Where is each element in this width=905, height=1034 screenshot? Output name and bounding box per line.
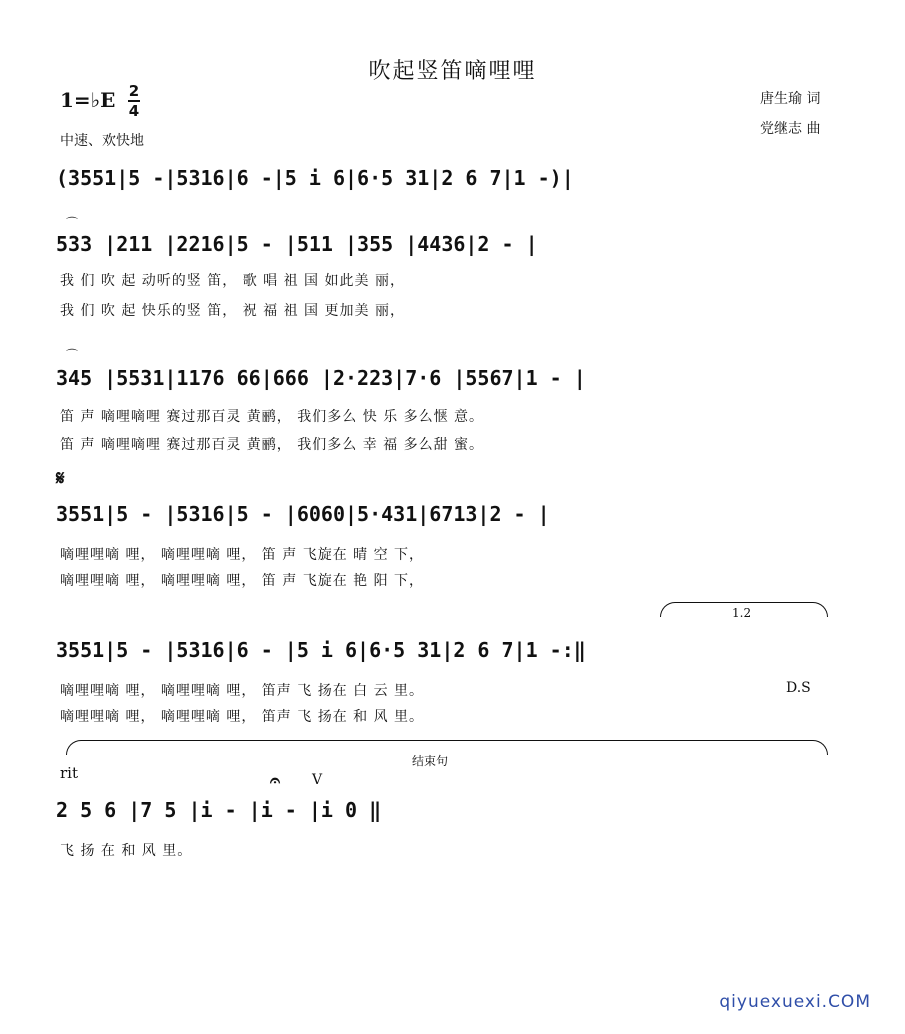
notation-line-2: 533 |211 |2216|5 - |511 |355 |4436|2 - | bbox=[56, 232, 538, 256]
lyric-line-5-verse-2: 嘀哩哩嘀 哩， 嘀哩哩嘀 哩， 笛声 飞 扬在 和 风 里。 bbox=[60, 709, 425, 725]
time-signature bbox=[128, 82, 140, 120]
fermata-sign: 𝄐 bbox=[270, 770, 281, 791]
meter-top: 2 bbox=[128, 82, 140, 100]
lyric-line-3-verse-1: 笛 声 嘀哩嘀哩 赛过那百灵 黄鹂， 我们多么 快 乐 多么惬 意。 bbox=[60, 409, 485, 425]
breath-mark: V bbox=[312, 772, 323, 788]
notation-line-3: 345 |5531|1176 66|666 |2·223|7·6 |5567|1 - | bbox=[56, 366, 586, 390]
lyric-line-5-verse-1: 嘀哩哩嘀 哩， 嘀哩哩嘀 哩， 笛声 飞 扬在 白 云 里。 bbox=[60, 683, 425, 699]
song-title: 吹起竖笛嘀哩哩 bbox=[368, 59, 537, 84]
tempo-marking: 中速、欢快地 bbox=[60, 133, 144, 149]
lyricist-credit: 唐生瑜 词 bbox=[760, 91, 821, 107]
segno-sign: 𝄋 bbox=[56, 466, 65, 490]
lyric-line-4-verse-1: 嘀哩哩嘀 哩， 嘀哩哩嘀 哩， 笛 声 飞旋在 晴 空 下， bbox=[60, 547, 425, 563]
site-watermark: qiyuexuexi.COM bbox=[719, 992, 871, 1012]
notation-line-5: 3551|5 - |5316|6 - |5 i 6|6·5 31|2 6 7|1 -:‖ bbox=[56, 638, 586, 662]
notation-line-6: 2 5 6 |7 5 |i - |i - |i 0 ‖ bbox=[56, 798, 382, 822]
lyric-line-4-verse-2: 嘀哩哩嘀 哩， 嘀哩哩嘀 哩， 笛 声 飞旋在 艳 阳 下， bbox=[60, 573, 425, 589]
lyric-line-3-verse-2: 笛 声 嘀哩嘀哩 赛过那百灵 黄鹂， 我们多么 幸 福 多么甜 蜜。 bbox=[60, 437, 485, 453]
volta-label: 1.2 bbox=[732, 606, 752, 620]
ending-label: 结束句 bbox=[412, 754, 449, 768]
notation-line-1: (3551|5 -|5316|6 -|5 i 6|6·5 31|2 6 7|1 -)| bbox=[56, 166, 574, 190]
slur-mark: ⌒ bbox=[66, 348, 79, 362]
meter-bottom: 4 bbox=[128, 102, 140, 120]
ds-marking: D.S bbox=[786, 680, 811, 696]
rit-marking: rit bbox=[60, 764, 78, 782]
lyric-line-6-verse-1: 飞 扬 在 和 风 里。 bbox=[60, 843, 193, 859]
key-signature: 1=♭E bbox=[60, 88, 116, 112]
composer-credit: 党继志 曲 bbox=[760, 121, 821, 137]
notation-line-4: 3551|5 - |5316|5 - |6060|5·431|6713|2 - | bbox=[56, 502, 550, 526]
lyric-line-2-verse-2: 我 们 吹 起 快乐的竖 笛， 祝 福 祖 国 更加美 丽， bbox=[60, 303, 405, 319]
lyric-line-2-verse-1: 我 们 吹 起 动听的竖 笛， 歌 唱 祖 国 如此美 丽， bbox=[60, 273, 405, 289]
slur-mark: ⌒ bbox=[66, 216, 79, 230]
